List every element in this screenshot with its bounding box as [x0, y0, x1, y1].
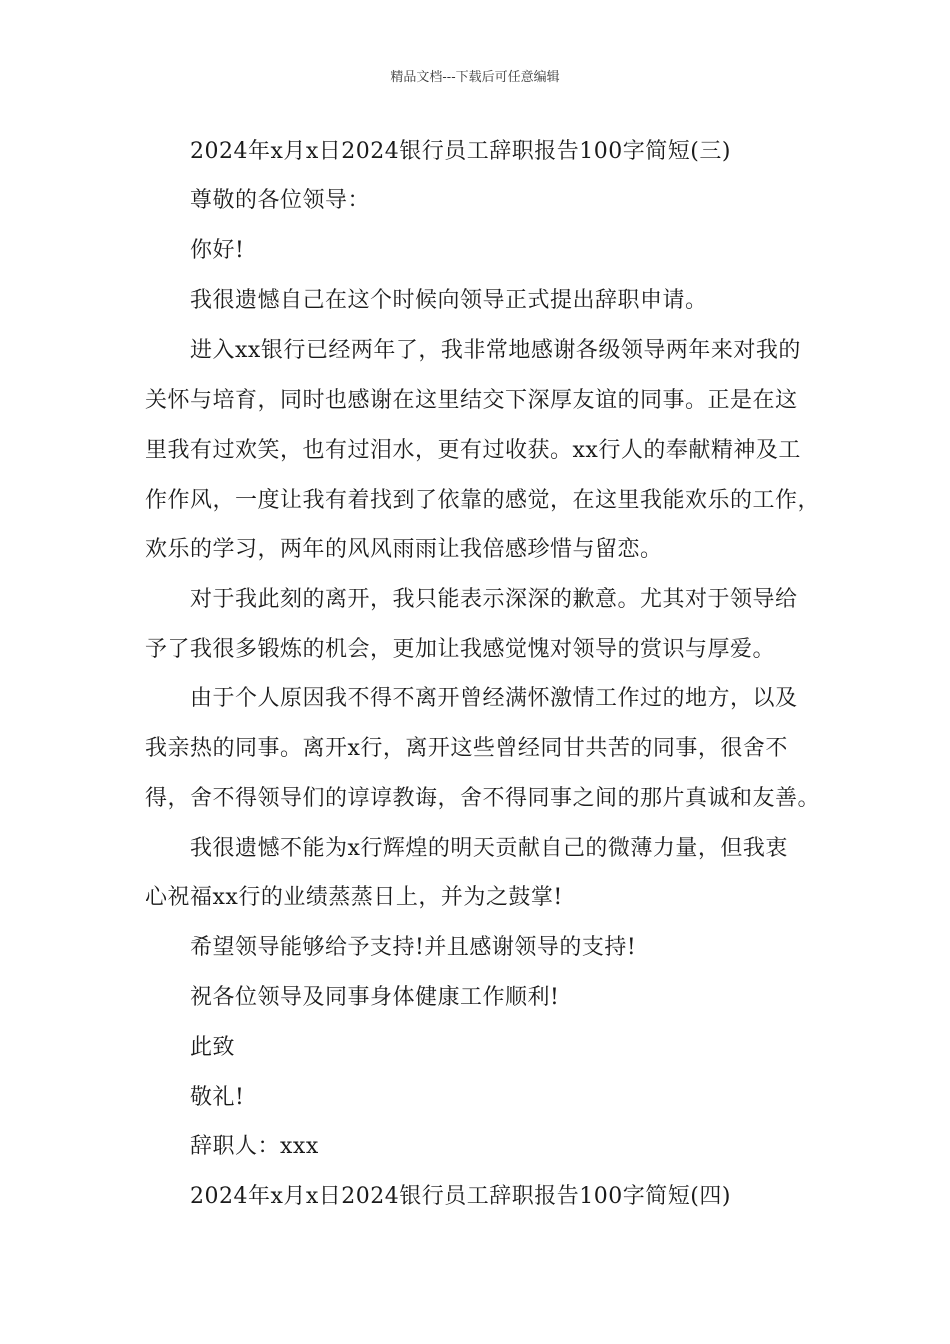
paragraph-line: 关怀与培育，同时也感谢在这里结交下深厚友谊的同事。正是在这: [145, 388, 798, 413]
paragraph-line: 里我有过欢笑，也有过泪水，更有过收获。xx行人的奉献精神及工: [145, 438, 801, 463]
paragraph-line: 得，舍不得领导们的谆谆教诲，舍不得同事之间的那片真诚和友善。: [145, 786, 821, 811]
paragraph-line: 进入xx银行已经两年了，我非常地感谢各级领导两年来对我的: [190, 338, 801, 363]
salutation: 尊敬的各位领导：: [190, 188, 371, 213]
paragraph-line: 对于我此刻的离开，我只能表示深深的歉意。尤其对于领导给: [190, 587, 798, 612]
paragraph-line: 祝各位领导及同事身体健康工作顺利!: [190, 985, 560, 1010]
paragraph-line: 我亲热的同事。离开x行，离开这些曾经同甘共苦的同事，很舍不: [145, 736, 788, 761]
paragraph-line: 我很遗憾不能为x行辉煌的明天贡献自己的微薄力量，但我衷: [190, 836, 788, 861]
signature-line: 辞职人：xxx: [190, 1134, 319, 1159]
paragraph-line: 我很遗憾自己在这个时候向领导正式提出辞职申请。: [190, 288, 708, 313]
next-section-title: 2024年x月x日2024银行员工辞职报告100字简短(四): [190, 1184, 731, 1209]
closing-line: 敬礼!: [190, 1085, 245, 1110]
paragraph-line: 由于个人原因我不得不离开曾经满怀激情工作过的地方，以及: [190, 686, 798, 711]
document-title: 2024年x月x日2024银行员工辞职报告100字简短(三): [190, 139, 731, 164]
paragraph-line: 作作风，一度让我有着找到了依靠的感觉，在这里我能欢乐的工作，: [145, 488, 821, 513]
paragraph-line: 予了我很多锻炼的机会，更加让我感觉愧对领导的赏识与厚爱。: [145, 637, 776, 662]
greeting: 你好!: [190, 238, 245, 263]
document-header: 精品文档---下载后可任意编辑: [390, 70, 560, 85]
paragraph-line: 欢乐的学习，两年的风风雨雨让我倍感珍惜与留恋。: [145, 537, 663, 562]
closing-line: 此致: [190, 1035, 236, 1060]
paragraph-line: 希望领导能够给予支持!并且感谢领导的支持!: [190, 935, 637, 960]
paragraph-line: 心祝福xx行的业绩蒸蒸日上，并为之鼓掌!: [145, 885, 563, 910]
